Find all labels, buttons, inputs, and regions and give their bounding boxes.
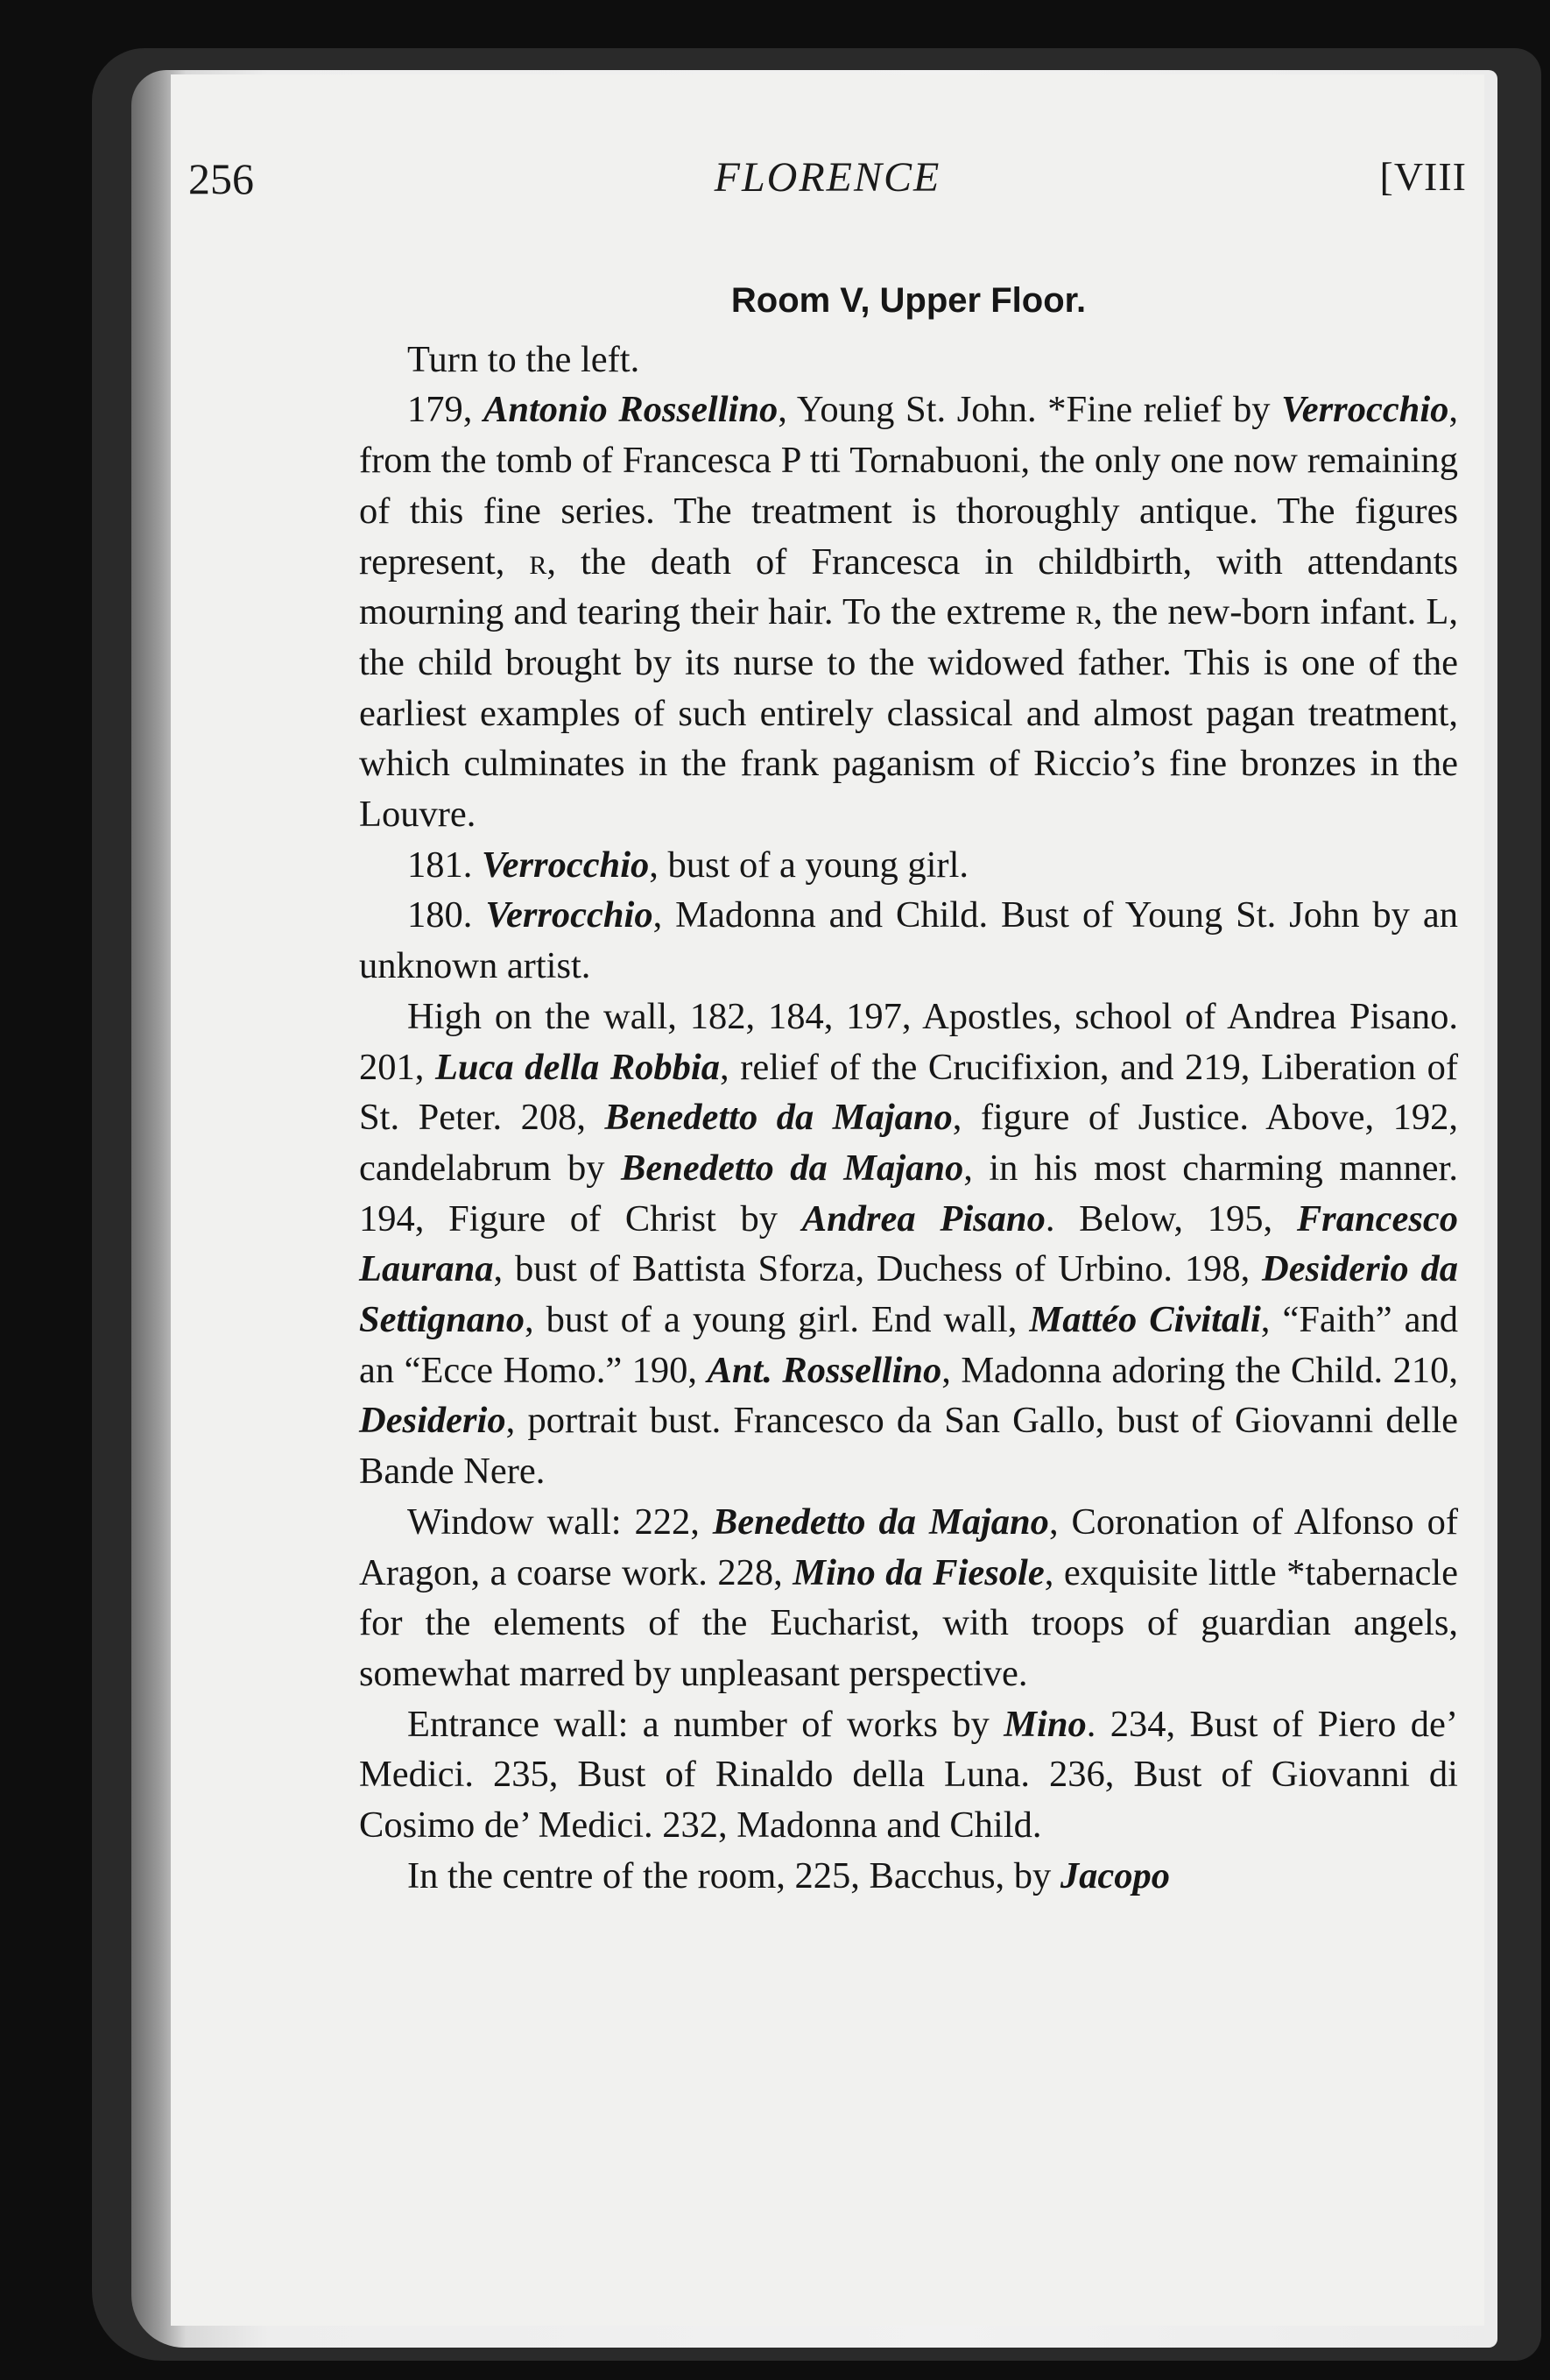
text-run: Turn to the left. — [407, 338, 640, 380]
text-run: In the centre of the room, 225, Bacchus, by — [407, 1854, 1060, 1896]
artist-name: Benedetto da Majano — [712, 1501, 1049, 1543]
text-run: , bust of Battista Sforza, Duchess of Urbino. 198, — [493, 1248, 1263, 1290]
text-run: , in his most charming manner. 194, Figure of Christ by — [359, 1147, 1458, 1239]
artist-name: Desiderio — [359, 1400, 506, 1442]
position-mark: r — [1075, 591, 1094, 633]
artist-name: Ant. Rossellino — [707, 1349, 942, 1391]
paragraph — [359, 335, 1458, 385]
text-run: 181. — [407, 844, 482, 886]
text-run: , the new-born infant. L, the child brought by its nurse to the widowed father. This is one of the earliest examples of such entirely classical and almost pagan treatment, which culminates in the frank paganism of Riccio’s fine bronzes in the Louvre. — [359, 591, 1458, 836]
page-number: 256 — [188, 154, 254, 203]
artist-name: Andrea Pisano — [801, 1197, 1046, 1239]
paragraph — [359, 1851, 1458, 1902]
text-run: , “Faith” and an “Ecce Homo.” 190, — [359, 1299, 1458, 1391]
paragraph — [359, 840, 1458, 891]
text-run: , Coronation of Alfonso of Aragon, a coarse work. 228, — [359, 1501, 1458, 1593]
text-run: , Madonna and Child. Bust of Young St. John by an unknown artist. — [359, 894, 1458, 987]
text-run: Window wall: 222, — [407, 1501, 713, 1543]
paragraph — [359, 385, 1458, 839]
artist-name: Benedetto da Majano — [604, 1097, 953, 1139]
artist-name: Verrocchio — [1281, 389, 1449, 431]
paragraph — [359, 1497, 1458, 1699]
text-run: , bust of a young girl. End wall, — [524, 1299, 1030, 1341]
artist-name: Luca della Robbia — [434, 1046, 720, 1088]
running-head — [188, 153, 1467, 215]
artist-name: Verrocchio — [485, 894, 653, 936]
text-run: 180. — [407, 894, 486, 936]
body-text — [359, 276, 1458, 1902]
artist-name: Benedetto da Majano — [621, 1147, 964, 1189]
paragraph — [359, 992, 1458, 1497]
artist-name: Antonio Rossellino — [483, 389, 779, 431]
text-run: . Below, 195, — [1045, 1197, 1297, 1239]
text-run: High on the wall, 182, 184, 197, Apostles, school of Andrea Pisano. 201, — [359, 995, 1458, 1088]
position-mark: r — [529, 540, 547, 583]
running-title: FLORENCE — [714, 154, 941, 201]
artist-name: Mattéo Civitali — [1029, 1299, 1261, 1341]
text-run: , from the tomb of Francesca P tti Tornabuoni, the only one now remaining of this fine series. The treatment is thoroughly antique. The figures represent, — [359, 389, 1458, 583]
artist-name: Mino — [1004, 1703, 1087, 1745]
artist-name: Jacopo — [1060, 1854, 1171, 1896]
text-run: , bust of a young girl. — [649, 844, 969, 886]
text-run: , exquisite little *tabernacle for the elements of the Eucharist, with troops of guardian angels, somewhat marred by unpleasant perspective. — [359, 1551, 1459, 1694]
chapter-marker: [VIII — [1379, 154, 1467, 199]
text-run: , relief of the Crucifixion, and 219, Liberation of St. Peter. 208, — [359, 1046, 1458, 1139]
text-run: Entrance wall: a number of works by — [407, 1703, 1004, 1745]
room-heading: Room V, Upper Floor. — [730, 281, 1087, 320]
text-run: , Madonna adoring the Child. 210, — [941, 1349, 1458, 1391]
paragraph — [359, 1699, 1458, 1851]
paragraph — [359, 890, 1458, 991]
artist-name: Verrocchio — [482, 844, 650, 886]
text-run: 179, — [407, 389, 484, 431]
artist-name: Francesco Laurana — [359, 1197, 1458, 1290]
artist-name: Desiderio da Settignano — [359, 1248, 1458, 1341]
text-run: , figure of Justice. Above, 192, candelabrum by — [359, 1097, 1458, 1189]
text-run: , the death of Francesca in childbirth, with attendants mourning and tearing their hair. To the extreme — [359, 540, 1458, 633]
text-run: , portrait bust. Francesco da San Gallo, bust of Giovanni delle Bande Nere. — [359, 1400, 1458, 1493]
artist-name: Mino da Fiesole — [793, 1551, 1045, 1593]
text-run: , Young St. John. *Fine relief by — [778, 389, 1282, 431]
text-run: . 234, Bust of Piero de’ Medici. 235, Bust of Rinaldo della Luna. 236, Bust of Giovanni di Cosimo de’ Medici. 232, Madonna and Child. — [359, 1703, 1458, 1847]
